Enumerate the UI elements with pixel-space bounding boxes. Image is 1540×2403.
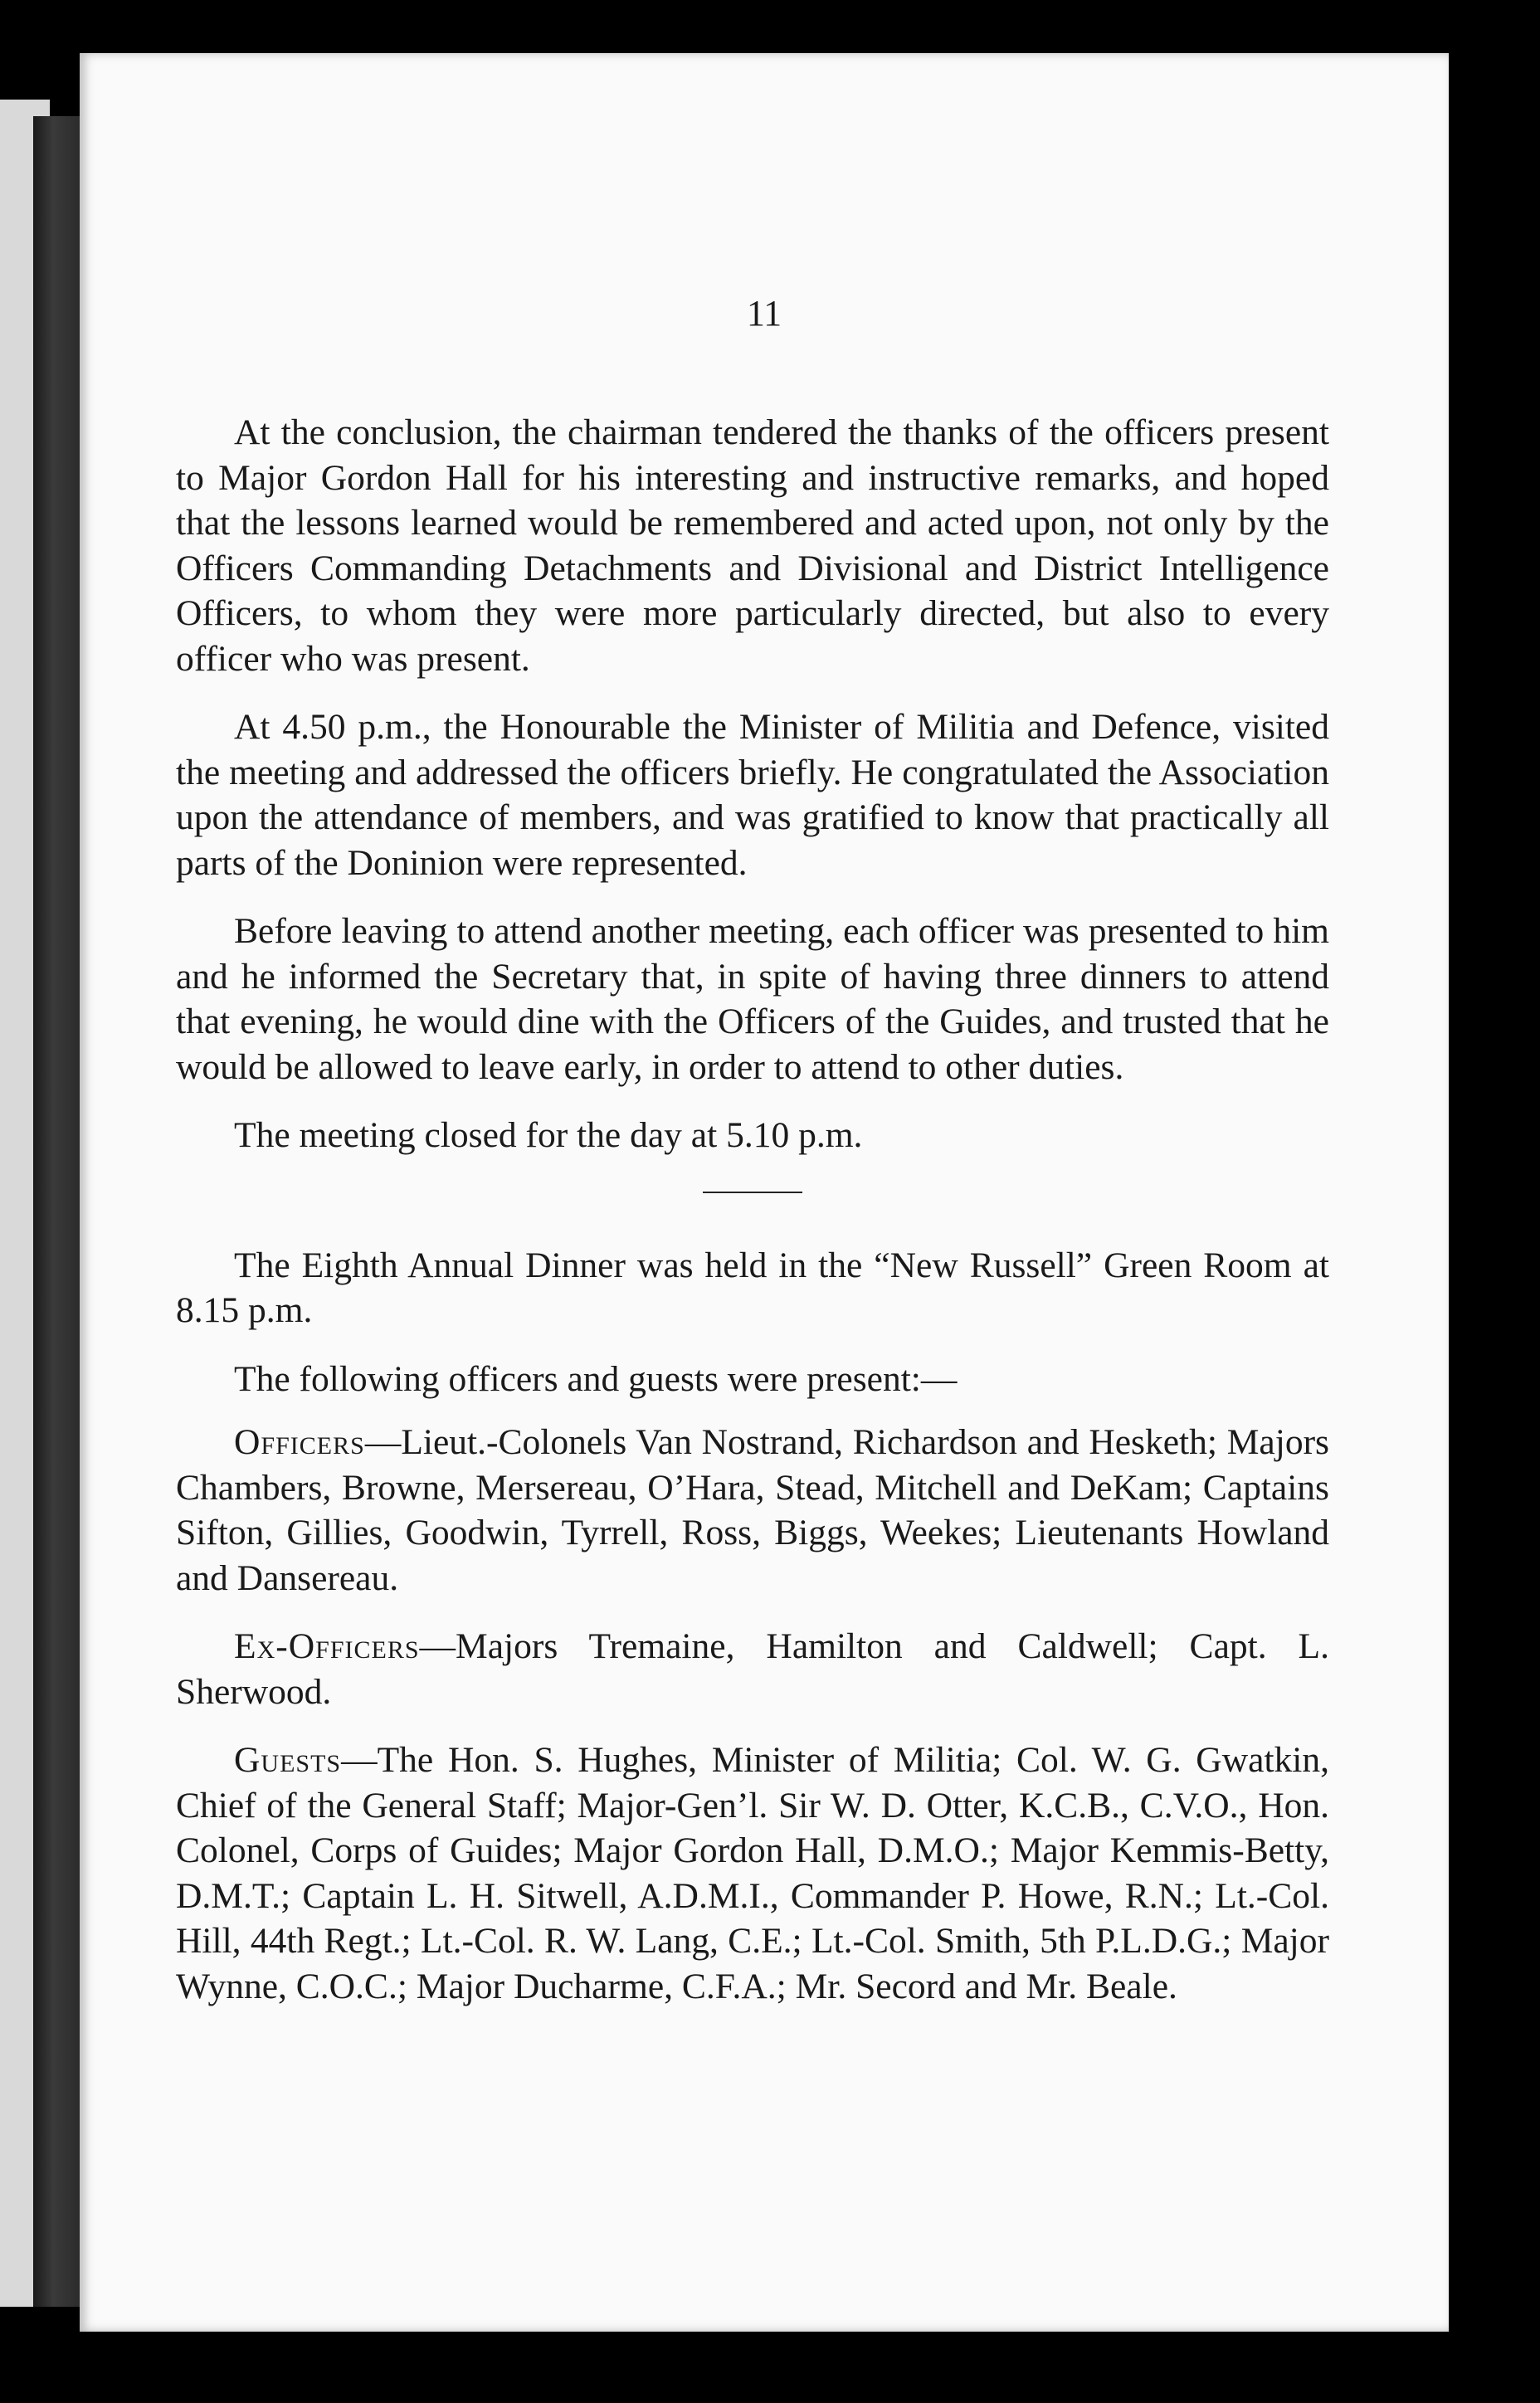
- guests-label: Guests: [234, 1740, 342, 1780]
- page-number: 11: [746, 293, 782, 334]
- paragraph-ex-officers: [176, 1624, 1329, 1714]
- book-page: [80, 53, 1449, 2332]
- guests-list: —The Hon. S. Hughes, Minister of Militia; Col. W. G. Gwatkin, Chief of the General Staff; Major-Gen’l. Sir W. D. Otter, K.C.B., C.V.O., Hon. Colonel, Corps of Guides; Major Gordon Hall, D.M.O.; Major Kemmis-Betty, D.M.T.; Captain L. H. Sitwell, A.D.M.I., Commander P. Howe, R.N.; Lt.-Col. Hill, 44th Regt.; Lt.-Col. R. W. Lang, C.E.; Lt.-Col. Smith, 5th P.L.D.G.; Major Wynne, C.O.C.; Major Ducharme, C.F.A.; Mr. Secord and Mr. Beale.: [176, 1740, 1329, 2006]
- paragraph-meeting-closed: The meeting closed for the day at 5.10 p.m.: [234, 1115, 863, 1155]
- paragraph-attendees-intro: The following officers and guests were present:—: [234, 1358, 958, 1399]
- ex-officers-label: Ex-Officers: [234, 1626, 420, 1666]
- paragraph-conclusion: At the conclusion, the chairman tendered the thanks of the officers present to Major Gordon Hall for his interesting and instructive remarks, and hoped that the lessons learned would be remembered and acted upon, not only by the Officers Commanding Detachments and Divisional and District Intelligence Officers, to whom they were more particularly directed, but also to every officer who was present.: [176, 412, 1329, 679]
- officers-list: —Lieut.-Colonels Van Nostrand, Richardson and Hesketh; Majors Chambers, Browne, Mersereau, O’Hara, Stead, Mitchell and DeKam; Captains Sifton, Gillies, Goodwin, Tyrrell, Ross, Biggs, Weekes; Lieutenants Howland and Dansereau.: [176, 1422, 1329, 1598]
- page-body: [176, 410, 1329, 2032]
- ex-officers-list: —Majors Tremaine, Hamilton and Caldwell; Capt. L. Sherwood.: [176, 1626, 1329, 1712]
- paragraph-officers: [176, 1420, 1329, 1601]
- paragraph-minister-visit: At 4.50 p.m., the Honourable the Minister of Militia and Defence, visited the meeting and addressed the officers briefly. He congratulated the Association upon the attendance of members, and was gratified to know that practically all parts of the Doninion were represented.: [176, 707, 1329, 883]
- paragraph-before-leaving: Before leaving to attend another meeting, each officer was presented to him and he informed the Secretary that, in spite of having three dinners to attend that evening, he would dine with the Officers of the Guides, and trusted that he would be allowed to leave early, in order to attend to other duties.: [176, 911, 1329, 1087]
- section-divider: [703, 1192, 802, 1193]
- page-gutter-shadow: [33, 116, 83, 2307]
- officers-label: Officers: [234, 1422, 365, 1462]
- paragraph-guests: [176, 1738, 1329, 2009]
- paragraph-dinner-intro: The Eighth Annual Dinner was held in the “New Russell” Green Room at 8.15 p.m.: [176, 1245, 1329, 1330]
